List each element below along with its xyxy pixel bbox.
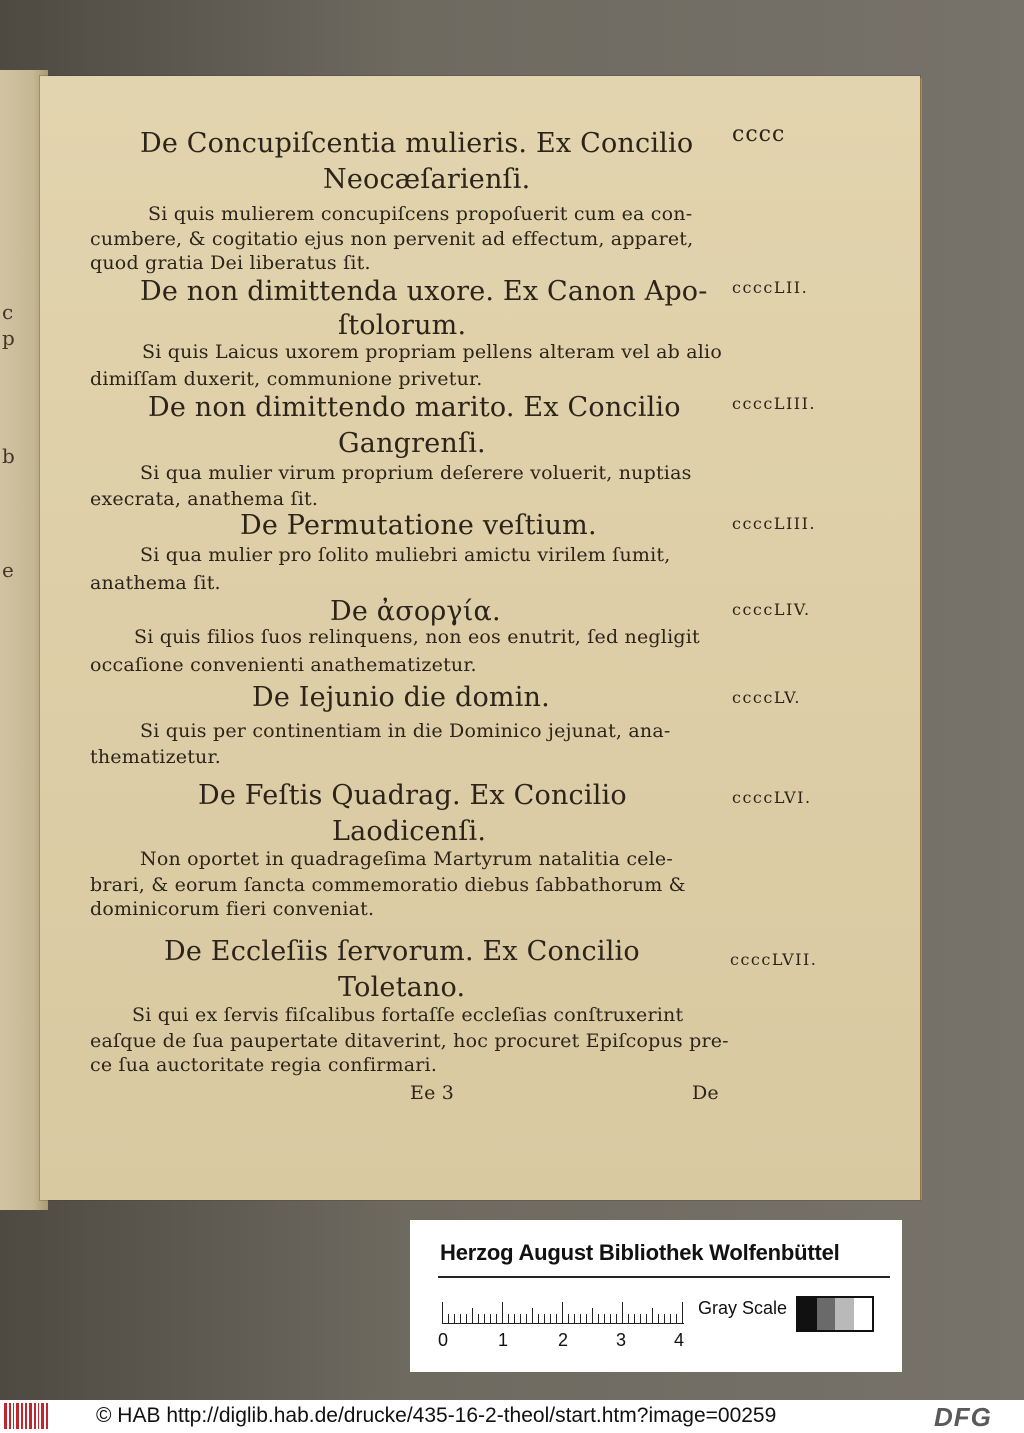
entry-heading: De Eccleſiis ſervorum. Ex Concilio bbox=[164, 936, 640, 967]
citation-link[interactable]: © HAB http://diglib.hab.de/drucke/435-16-2-theol/start.htm?image=00259 bbox=[96, 1404, 777, 1427]
margin-glyph: p bbox=[2, 326, 15, 350]
ruler-tick bbox=[538, 1314, 539, 1324]
ruler-tick bbox=[586, 1314, 587, 1324]
entry-text-line: thematizetur. bbox=[90, 746, 221, 768]
signature-mark: Ee 3 bbox=[410, 1082, 455, 1104]
entry-heading-continued: Toletano. bbox=[338, 972, 466, 1003]
entry-text-line: Si quis Laicus uxorem propriam pellens alteram vel ab alio bbox=[142, 341, 722, 363]
ruler-tick bbox=[640, 1314, 641, 1324]
entry-number: ccccLIII. bbox=[732, 394, 817, 413]
ruler-tick bbox=[598, 1314, 599, 1324]
entry-text-line: Si qua mulier pro ſolito muliebri amictu virilem ſumit, bbox=[140, 544, 671, 566]
entry-number: ccccLV. bbox=[732, 688, 801, 707]
entry-number: ccccLVII. bbox=[730, 950, 818, 969]
entry-number: ccccLII. bbox=[732, 278, 809, 297]
entry-text-line: Si quis filios ſuos relinquens, non eos enutrit, ſed negligit bbox=[134, 626, 700, 648]
gray-swatch-cell bbox=[835, 1298, 854, 1330]
entry-number: ccccLVI. bbox=[732, 788, 812, 807]
entry-heading-continued: Laodicenſi. bbox=[332, 816, 487, 847]
ruler-tick bbox=[670, 1314, 671, 1324]
entry-heading: De non dimittendo marito. Ex Concilio bbox=[148, 392, 681, 423]
barcode-bar bbox=[25, 1403, 27, 1429]
ruler-tick bbox=[484, 1314, 485, 1324]
ruler-tick bbox=[454, 1314, 455, 1324]
entry-heading: De ἀσοργία. bbox=[330, 596, 501, 627]
gray-swatch-cell bbox=[817, 1298, 836, 1330]
barcode-bar bbox=[21, 1403, 23, 1429]
dfg-logo: DFG bbox=[934, 1402, 992, 1432]
entry-text-line: execrata, anathema ſit. bbox=[90, 488, 319, 510]
ruler-number: 4 bbox=[674, 1330, 685, 1350]
library-name: Herzog August Bibliothek Wolfenbüttel bbox=[440, 1240, 840, 1265]
ruler-tick bbox=[658, 1314, 659, 1324]
ruler-tick bbox=[634, 1314, 635, 1324]
margin-glyph: b bbox=[2, 444, 15, 468]
entry-text-line: dimiſſam duxerit, communione privetur. bbox=[90, 368, 483, 390]
entry-text-line: Si qui ex ſervis fiſcalibus fortaſſe eccleſias conſtruxerint bbox=[132, 1004, 684, 1026]
barcode-bar bbox=[46, 1403, 48, 1429]
barcode-bar bbox=[41, 1403, 44, 1429]
margin-glyph: c bbox=[2, 300, 14, 324]
entry-heading-continued: Gangrenſi. bbox=[338, 428, 486, 459]
gray-scale-label: Gray Scale bbox=[698, 1298, 788, 1318]
ruler-tick bbox=[520, 1314, 521, 1324]
ruler-tick bbox=[532, 1308, 533, 1324]
ruler-tick bbox=[496, 1314, 497, 1324]
entry-text-line: Si quis per continentiam in die Dominico jejunat, ana- bbox=[140, 720, 671, 742]
entry-heading: De Feſtis Quadrag. Ex Concilio bbox=[198, 780, 627, 811]
entry-heading-continued: Neocæſarienſi. bbox=[323, 164, 531, 195]
entry-heading: De non dimittenda uxore. Ex Canon Apo- bbox=[140, 276, 708, 307]
ruler-tick bbox=[466, 1314, 467, 1324]
entry-heading-continued: ſtolorum. bbox=[338, 310, 467, 341]
ruler-tick bbox=[646, 1314, 647, 1324]
entry-heading: De Iejunio die domin. bbox=[252, 682, 550, 713]
barcode-bar bbox=[4, 1403, 7, 1429]
ruler-tick bbox=[610, 1314, 611, 1324]
barcode-bar bbox=[13, 1403, 15, 1429]
top-page-number: cccc bbox=[732, 122, 786, 147]
entry-text-line: Si quis mulierem concupiſcens propoſuerit cum ea con- bbox=[148, 203, 693, 225]
ruler-tick bbox=[664, 1314, 665, 1324]
entry-heading: De Concupiſcentia mulieris. Ex Concilio bbox=[140, 128, 694, 159]
barcode-bar bbox=[34, 1403, 36, 1429]
entry-text-line: Si qua mulier virum proprium deſerere voluerit, nuptias bbox=[140, 462, 692, 484]
ruler-tick bbox=[490, 1314, 491, 1324]
footer-bar bbox=[0, 1400, 1024, 1433]
ruler-tick bbox=[628, 1314, 629, 1324]
ruler-tick bbox=[508, 1314, 509, 1324]
ruler-tick bbox=[544, 1314, 545, 1324]
entry-number: ccccLIII. bbox=[732, 514, 817, 533]
ruler-tick bbox=[472, 1308, 473, 1324]
ruler-tick bbox=[442, 1302, 443, 1324]
entry-number: ccccLIV. bbox=[732, 600, 811, 619]
barcode-bar bbox=[38, 1403, 40, 1429]
ruler-tick bbox=[568, 1314, 569, 1324]
ruler-tick bbox=[478, 1314, 479, 1324]
ruler-tick bbox=[526, 1314, 527, 1324]
ruler-tick bbox=[556, 1314, 557, 1324]
entry-text-line: anathema ſit. bbox=[90, 572, 221, 594]
ruler-tick bbox=[514, 1314, 515, 1324]
scale-ruler bbox=[442, 1302, 684, 1324]
gray-swatch-cell bbox=[854, 1298, 873, 1330]
ruler-number: 2 bbox=[558, 1330, 569, 1350]
entry-text-line: dominicorum fieri conveniat. bbox=[90, 898, 375, 920]
entry-text-line: brari, & eorum ſancta commemoratio diebus ſabbathorum & bbox=[90, 874, 686, 896]
ruler-tick bbox=[562, 1302, 563, 1324]
entry-text-line: quod gratia Dei liberatus ſit. bbox=[90, 252, 371, 274]
ruler-tick bbox=[652, 1308, 653, 1324]
ruler-tick bbox=[676, 1314, 677, 1324]
ruler-number: 3 bbox=[616, 1330, 627, 1350]
entry-text-line: Non oportet in quadrageſima Martyrum natalitia cele- bbox=[140, 848, 673, 870]
entry-heading: De Permutatione veſtium. bbox=[240, 510, 597, 541]
entry-text-line: eaſque de ſua paupertate ditaverint, hoc procuret Epiſcopus pre- bbox=[90, 1030, 729, 1052]
ruler-tick bbox=[592, 1308, 593, 1324]
entry-text-line: occaſione convenienti anathematizetur. bbox=[90, 654, 477, 676]
color-calibration-card bbox=[410, 1220, 902, 1372]
book-page bbox=[40, 76, 920, 1200]
barcode-bar bbox=[29, 1403, 32, 1429]
entry-text-line: cumbere, & cogitatio ejus non pervenit ad effectum, apparet, bbox=[90, 228, 694, 250]
ruler-tick bbox=[622, 1302, 623, 1324]
ruler-number: 0 bbox=[438, 1330, 449, 1350]
ruler-tick bbox=[448, 1314, 449, 1324]
ruler-number: 1 bbox=[498, 1330, 509, 1350]
margin-glyph: e bbox=[2, 558, 14, 582]
barcode-icon bbox=[4, 1403, 48, 1429]
barcode-bar bbox=[16, 1403, 19, 1429]
ruler-tick bbox=[604, 1314, 605, 1324]
ruler-tick bbox=[550, 1314, 551, 1324]
ruler-tick bbox=[460, 1314, 461, 1324]
ruler-tick bbox=[574, 1314, 575, 1324]
entry-text-line: ce ſua auctoritate regia confirmari. bbox=[90, 1054, 438, 1076]
barcode-bar bbox=[9, 1403, 11, 1429]
ruler-tick bbox=[580, 1314, 581, 1324]
ruler-tick bbox=[682, 1302, 683, 1324]
catchword: De bbox=[692, 1082, 719, 1104]
ruler-tick bbox=[502, 1302, 503, 1324]
gray-swatch-cell bbox=[798, 1298, 817, 1330]
gray-scale-swatch bbox=[796, 1296, 874, 1332]
ruler-tick bbox=[616, 1314, 617, 1324]
